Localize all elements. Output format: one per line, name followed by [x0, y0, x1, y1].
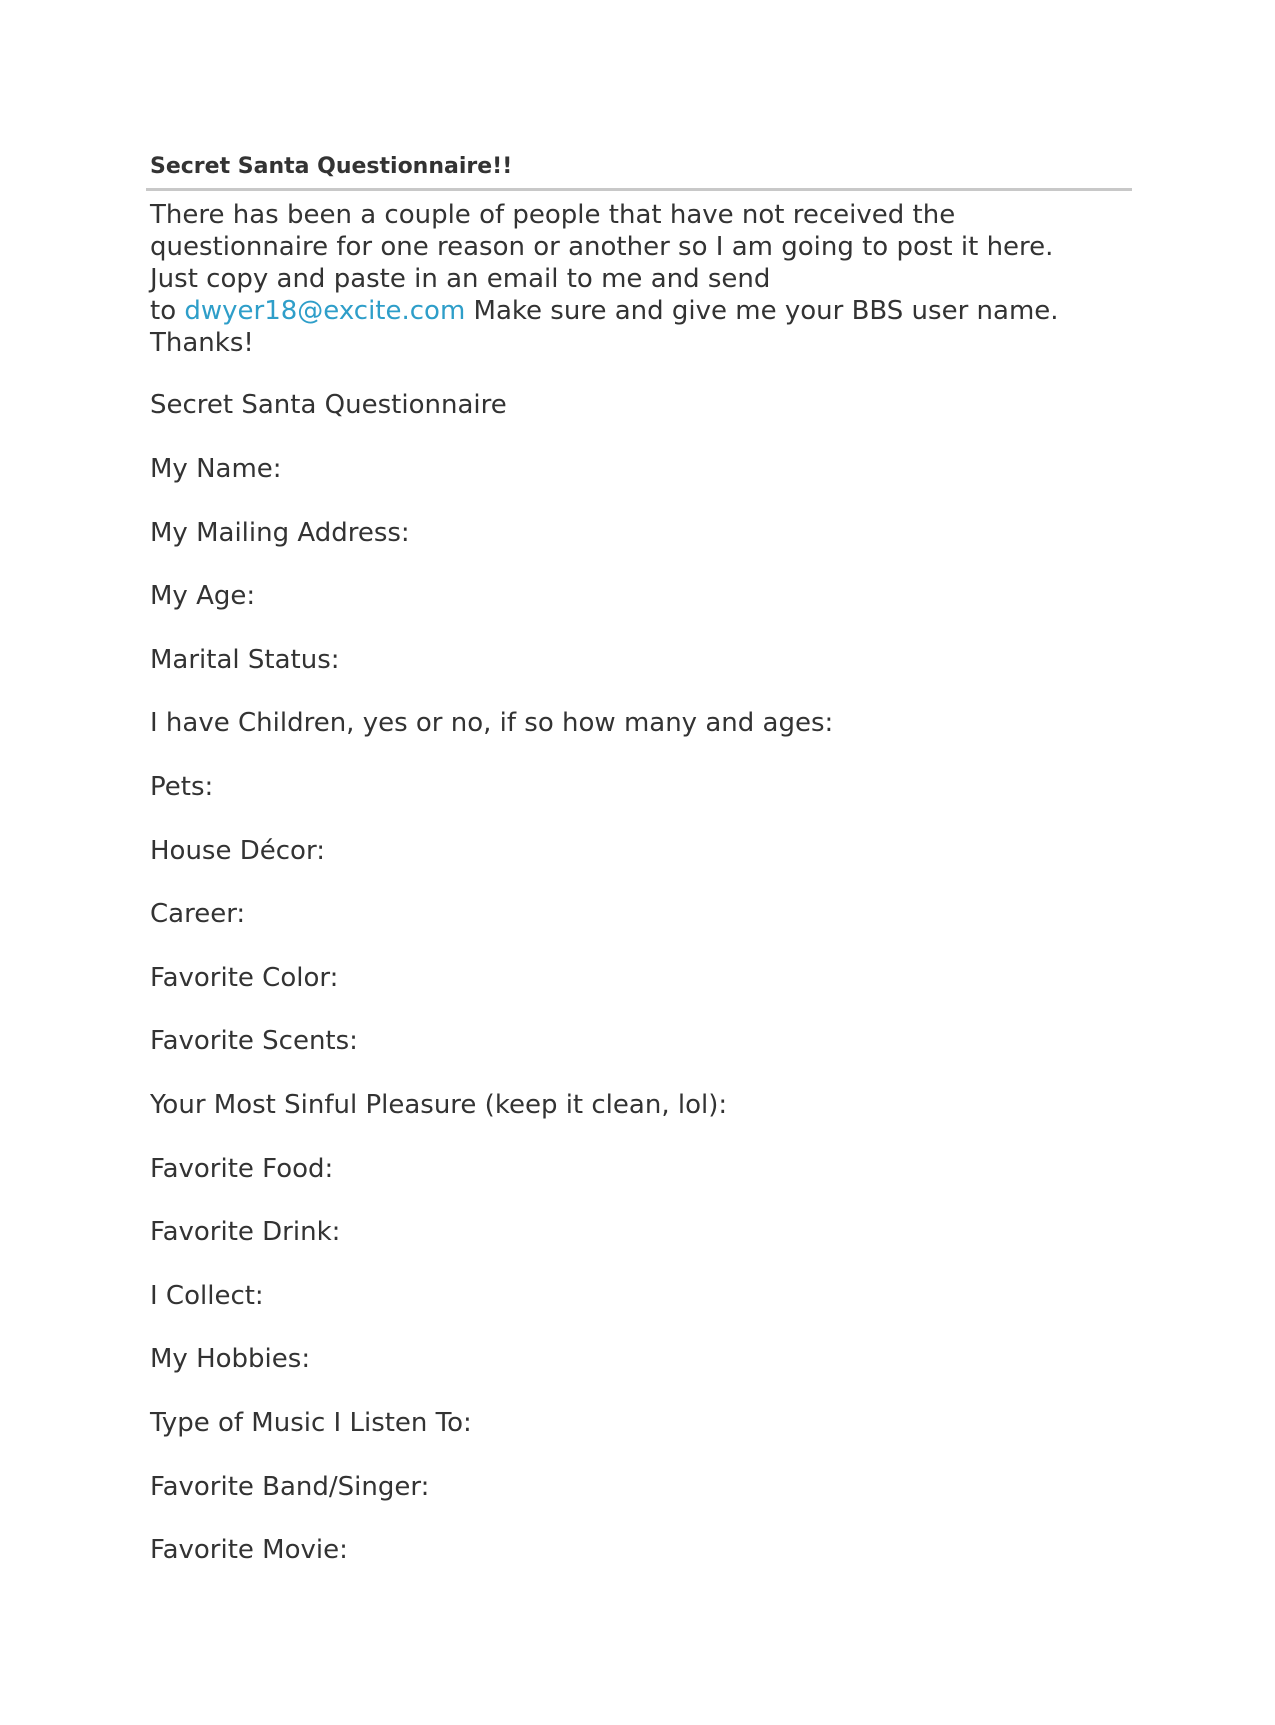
intro-line-4 — [150, 295, 1110, 327]
questionnaire-fields — [150, 453, 833, 1598]
intro-line-4-suffix: Make sure and give me your BBS user name. — [465, 296, 1059, 326]
field-mailing-address: My Mailing Address: — [150, 517, 410, 548]
field-favorite-drink: Favorite Drink: — [150, 1217, 341, 1248]
field-career: Career: — [150, 899, 246, 930]
questionnaire-title: Secret Santa Questionnaire — [150, 390, 507, 420]
intro-line-5: Thanks! — [150, 328, 254, 358]
field-i-collect: I Collect: — [150, 1280, 264, 1311]
title-divider — [146, 188, 1132, 191]
field-pets: Pets: — [150, 771, 214, 802]
intro-line-3: Just copy and paste in an email to me and send — [150, 264, 771, 294]
field-age: My Age: — [150, 581, 256, 612]
field-favorite-color: Favorite Color: — [150, 962, 339, 993]
field-hobbies: My Hobbies: — [150, 1344, 311, 1375]
field-marital-status: Marital Status: — [150, 644, 340, 675]
field-children: I have Children, yes or no, if so how many and ages: — [150, 708, 834, 739]
email-link[interactable]: dwyer18@excite.com — [184, 296, 466, 326]
field-favorite-scents: Favorite Scents: — [150, 1026, 358, 1057]
intro-line-4-prefix: to — [150, 296, 185, 326]
field-my-name: My Name: — [150, 454, 282, 484]
field-favorite-band: Favorite Band/Singer: — [150, 1471, 430, 1502]
field-favorite-movie: Favorite Movie: — [150, 1535, 348, 1566]
intro-line-2: questionnaire for one reason or another so I am going to post it here. — [150, 232, 1054, 262]
page-title: Secret Santa Questionnaire!! — [150, 154, 513, 179]
field-house-decor: House Décor: — [150, 835, 325, 866]
field-sinful-pleasure: Your Most Sinful Pleasure (keep it clean, lol): — [150, 1089, 728, 1120]
field-favorite-food: Favorite Food: — [150, 1153, 334, 1184]
intro-paragraph — [150, 199, 1110, 359]
field-music-type: Type of Music I Listen To: — [150, 1407, 472, 1438]
intro-line-1: There has been a couple of people that have not received the — [150, 200, 956, 230]
